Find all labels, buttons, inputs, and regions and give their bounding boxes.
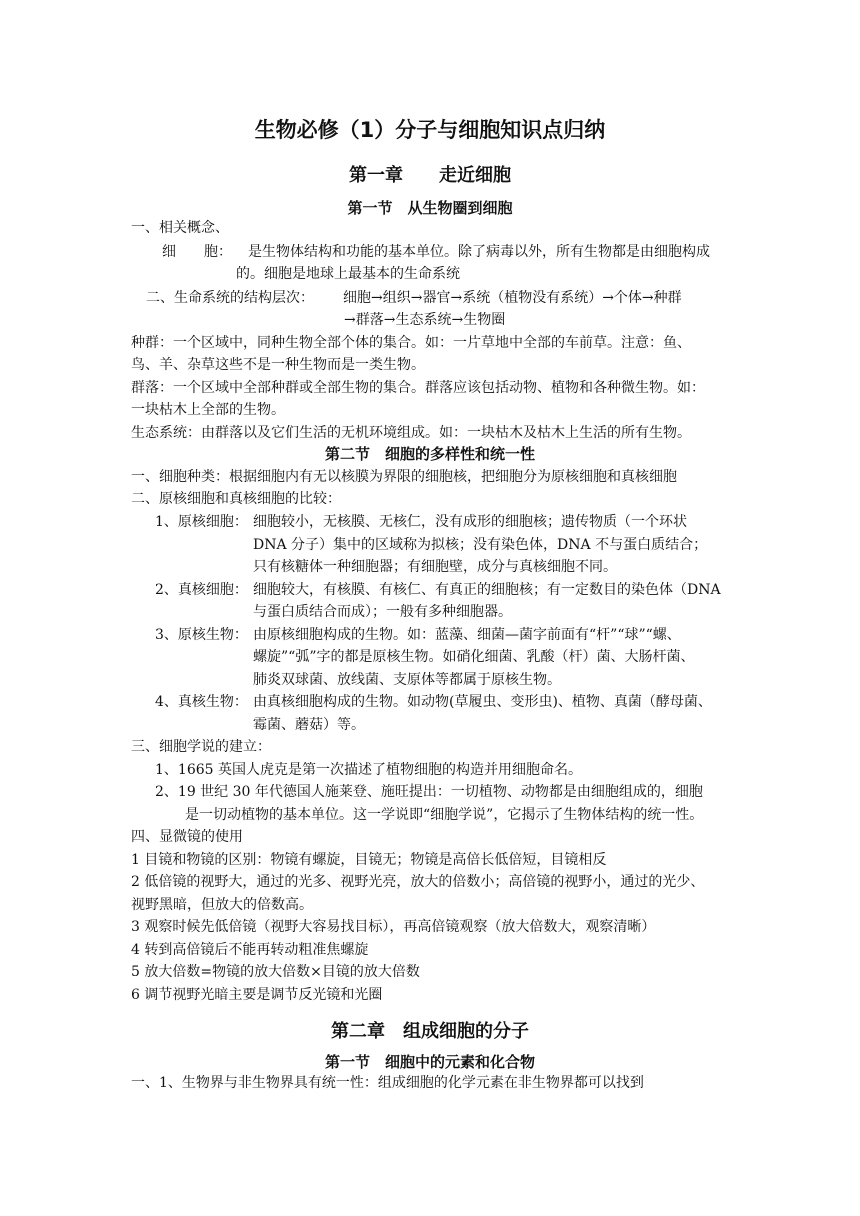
paragraph-line: 5 放大倍数=物镜的放大倍数×目镜的放大倍数 [131,964,420,980]
paragraph-line: 4 转到高倍镜后不能再转动粗准焦螺旋 [131,942,369,958]
ch1-section-2-heading: 第二节 细胞的多样性和统一性 [324,445,535,463]
paragraph-line: 群落：一个区域中全部种群或全部生物的集合。群落应该包括动物、植物和各种微生物。如： [131,380,705,396]
paragraph-line: 螺旋”“弧”字的都是原核生物。如硝化细菌、乳酸（杆）菌、大肠杆菌、 [253,649,695,665]
paragraph-line: 是生物体结构和功能的基本单位。除了病毒以外，所有生物都是由细胞构成 [248,244,710,260]
paragraph-line: 生态系统：由群落以及它们生活的无机环境组成。如：一块枯木及枯木上生活的所有生物。 [131,425,691,441]
paragraph-line: 6 调节视野光暗主要是调节反光镜和光圈 [131,987,383,1003]
paragraph-line: 一、细胞种类：根据细胞内有无以核膜为界限的细胞核，把细胞分为原核细胞和真核细胞 [131,469,677,485]
paragraph-line: 肺炎双球菌、放线菌、支原体等都属于原核生物。 [253,672,561,688]
paragraph-line: DNA 分子）集中的区域称为拟核；没有染色体，DNA 不与蛋白质结合； [253,537,708,553]
paragraph-line: 细胞较大，有核膜、有核仁、有真正的细胞核；有一定数目的染色体（DNA [253,582,721,598]
list-lead: 4、真核生物： [155,694,248,710]
document-title: 生物必修（1）分子与细胞知识点归纳 [254,118,606,142]
paragraph-line: 细胞较小，无核膜、无核仁，没有成形的细胞核；遗传物质（一个环状 [253,514,687,530]
paragraph-line: 是一切动植物的基本单位。这一学说即“细胞学说”，它揭示了生物体结构的统一性。 [185,807,704,823]
paragraph-line: 只有核糖体一种细胞器；有细胞壁，成分与真核细胞不同。 [253,559,617,575]
paragraph-line: 由原核细胞构成的生物。如：蓝藻、细菌—菌字前面有“杆”“球”“螺、 [253,627,681,643]
paragraph-line: 与蛋白质结合而成）；一般有多种细胞器。 [253,604,512,620]
paragraph-line: 由真核细胞构成的生物。如动物(草履虫、变形虫)、植物、真菌（酵母菌、 [253,694,712,710]
paragraph-line: 细胞→组织→器官→系统（植物没有系统）→个体→种群 [343,290,682,306]
paragraph-line: 种群：一个区域中，同种生物全部个体的集合。如：一片草地中全部的车前草。注意：鱼、 [131,335,691,351]
list-lead: 2、真核细胞： [155,582,248,598]
list-lead: 1、原核细胞： [155,514,248,530]
paragraph-line: 的。细胞是地球上最基本的生命系统 [236,266,460,282]
paragraph-line: 霉菌、蘑菇）等。 [253,717,365,733]
paragraph-line: 四、显微镜的使用 [131,829,243,845]
paragraph-line: 一、1、生物界与非生物界具有统一性：组成细胞的化学元素在非生物界都可以找到 [131,1075,644,1091]
paragraph-line: 1、1665 英国人虎克是第一次描述了植物细胞的构造并用细胞命名。 [155,762,582,778]
ch2-section-1-heading: 第一节 细胞中的元素和化合物 [324,1053,535,1071]
paragraph-line: 鸟、羊、杂草这些不是一种生物而是一类生物。 [131,357,425,373]
paragraph-line: 视野黑暗，但放大的倍数高。 [131,897,313,913]
chapter-1-heading: 第一章 走近细胞 [349,165,511,186]
paragraph-line: 一块枯木上全部的生物。 [131,402,285,418]
paragraph-line: 二、原核细胞和真核细胞的比较： [131,491,341,507]
paragraph-line: 一、相关概念、 [131,220,229,236]
list-lead: 二、生命系统的结构层次： [146,290,314,306]
list-lead: 3、原核生物： [155,627,248,643]
paragraph-line: 2 低倍镜的视野大，通过的光多、视野光亮，放大的倍数小；高倍镜的视野小，通过的光少、 [131,874,705,890]
paragraph-line: →群落→生态系统→生物圈 [344,312,506,328]
paragraph-line: 2、19 世纪 30 年代德国人施莱登、施旺提出：一切植物、动物都是由细胞组成的，细胞 [155,784,703,800]
ch1-section-1-heading: 第一节 从生物圈到细胞 [347,199,513,217]
paragraph-line: 1 目镜和物镜的区别：物镜有螺旋，目镜无；物镜是高倍长低倍短，目镜相反 [131,852,607,868]
term-label: 细 胞： [162,244,232,260]
chapter-2-heading: 第二章 组成细胞的分子 [331,1021,529,1042]
paragraph-line: 三、细胞学说的建立： [131,739,271,755]
paragraph-line: 3 观察时候先低倍镜（视野大容易找目标），再高倍镜观察（放大倍数大，观察清晰） [131,919,656,935]
